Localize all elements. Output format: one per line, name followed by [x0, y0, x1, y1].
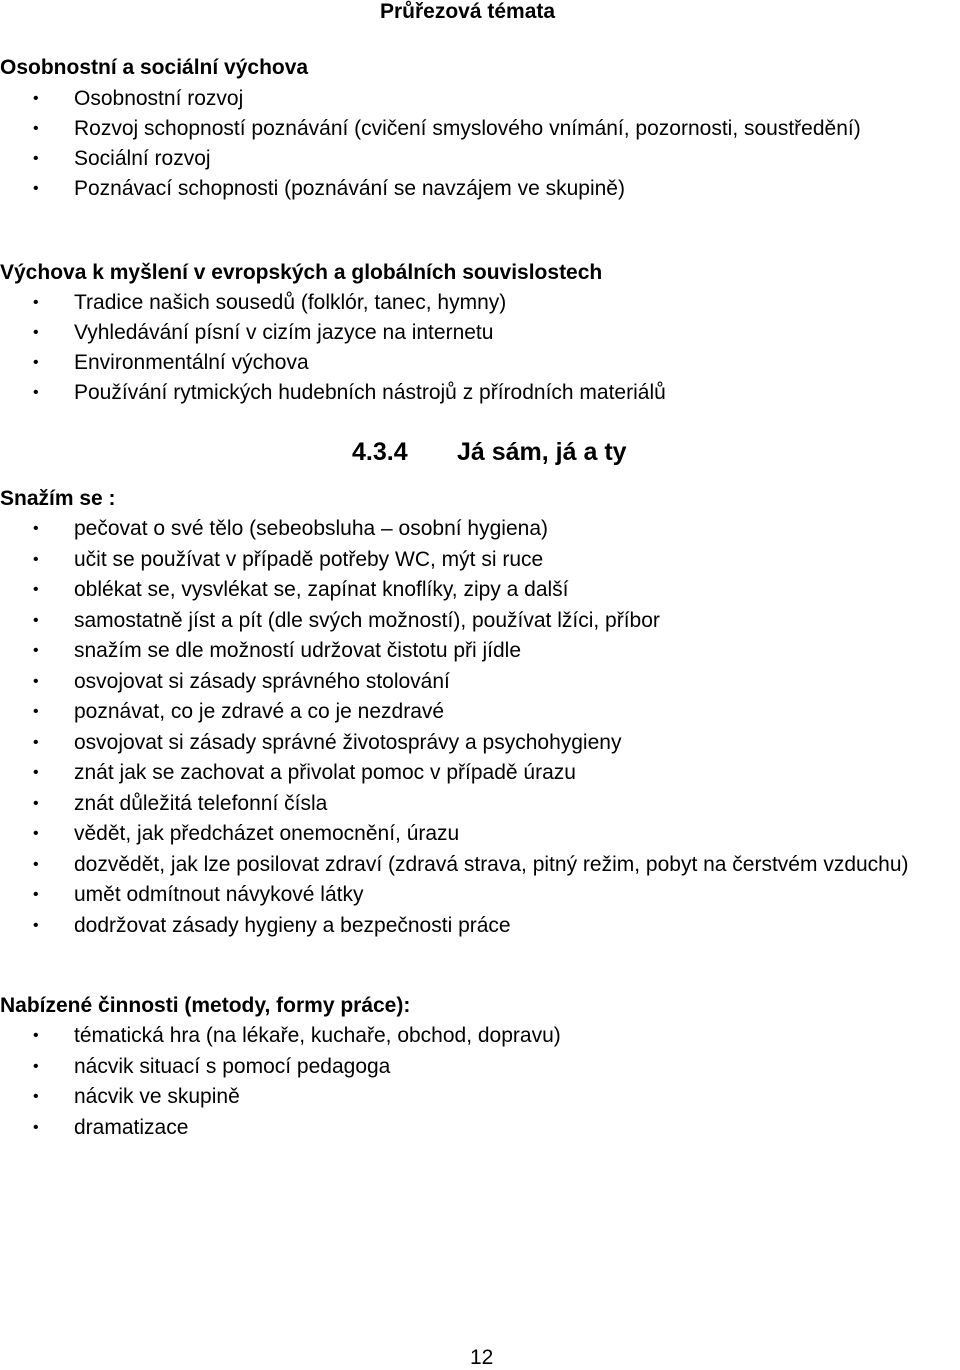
bullet-icon: • [33, 324, 39, 341]
bullet-icon: • [33, 384, 39, 401]
list-item-text: dodržovat zásady hygieny a bezpečnosti práce [74, 913, 511, 937]
bullet-icon: • [33, 120, 39, 137]
bullet-icon: • [33, 855, 39, 873]
bullet-icon: • [33, 764, 39, 781]
list-item [0, 1113, 960, 1144]
list-item [0, 697, 960, 728]
bullet-icon: • [33, 642, 39, 659]
list-item [0, 378, 960, 408]
list-item-text: nácvik situací s pomocí pedagoga [74, 1054, 391, 1078]
chapter-heading [352, 438, 627, 466]
list-item-text: vědět, jak předcházet onemocnění, úrazu [74, 822, 460, 845]
chapter-number: 4.3.4 [352, 438, 408, 466]
list-item-text: pečovat o své tělo (sebeobsluha – osobní hygiena) [74, 517, 548, 540]
list-item [0, 1052, 960, 1083]
list-item-text: dramatizace [74, 1115, 189, 1139]
bullet-icon: • [33, 825, 39, 842]
list-item [0, 575, 960, 606]
page-title: Průřezová témata [380, 0, 556, 23]
list-item [0, 1082, 960, 1113]
list-item [0, 728, 960, 759]
list-item-text: umět odmítnout návykové látky [74, 883, 364, 906]
bullet-icon: • [33, 550, 39, 568]
list-item [0, 114, 960, 144]
bullet-icon: • [33, 672, 39, 690]
bullet-icon: • [33, 294, 39, 311]
list-item-text: osvojovat si zásady správného stolování [74, 669, 450, 693]
list-item-text: snažím se dle možností udržovat čistotu při jídle [74, 639, 522, 662]
list-item [0, 636, 960, 667]
bullet-icon: • [33, 886, 39, 903]
list-item [0, 789, 960, 820]
list-item-text: Sociální rozvoj [74, 147, 211, 170]
list-item [0, 819, 960, 850]
list-item-text: Rozvoj schopností poznávání (cvičení smyslového vnímání, pozornosti, soustředění) [74, 117, 861, 140]
bullet-icon: • [33, 703, 39, 720]
bullet-icon: • [33, 150, 39, 167]
list-item-text: znát důležitá telefonní čísla [74, 791, 328, 815]
list-item [0, 911, 960, 942]
list-item-text: poznávat, co je zdravé a co je nezdravé [74, 700, 445, 723]
bullet-icon: • [33, 180, 39, 197]
list-item-text: tématická hra (na lékaře, kuchaře, obchod, dopravu) [74, 1024, 561, 1047]
list-item [0, 758, 960, 789]
list-item-text: osvojovat si zásady správné životosprávy a psychohygieny [74, 730, 622, 754]
list-item-text: nácvik ve skupině [74, 1085, 240, 1108]
list-item-text: Poznávací schopnosti (poznávání se navzájem ve skupině) [74, 177, 625, 200]
list-item-text: samostatně jíst a pít (dle svých možností), používat lžíci, příbor [74, 608, 660, 632]
list-item [0, 174, 960, 204]
bullet-icon: • [33, 611, 39, 629]
bullet-icon: • [33, 1088, 39, 1105]
list-item [0, 348, 960, 378]
list-item-text: Environmentální výchova [74, 351, 309, 374]
section-heading-european-global: Výchova k myšlení v evropských a globálních souvislostech [0, 261, 603, 284]
bullet-icon: • [33, 354, 39, 371]
list-item-text: Používání rytmických hudebních nástrojů z přírodních materiálů [74, 381, 666, 404]
list-item [0, 545, 960, 576]
bullet-icon: • [33, 916, 39, 934]
list-item-text: učit se používat v případě potřeby WC, mýt si ruce [74, 547, 544, 571]
list-item-text: dozvědět, jak lze posilovat zdraví (zdravá strava, pitný režim, pobyt na čerstvém vzduchu) [74, 852, 909, 876]
bullet-icon: • [33, 1057, 39, 1075]
activities-list [0, 1021, 960, 1143]
list-item [0, 850, 960, 881]
bullet-icon: • [33, 520, 39, 537]
list-item [0, 288, 960, 318]
section-heading-activities: Nabízené činnosti (metody, formy práce): [0, 994, 411, 1017]
list-item [0, 84, 960, 114]
list-item-text: Tradice našich sousedů (folklór, tanec, hymny) [74, 291, 507, 314]
european-global-list [0, 288, 960, 408]
bullet-icon: • [33, 733, 39, 751]
list-item-text: oblékat se, vysvlékat se, zapínat knoflíky, zipy a další [74, 578, 569, 601]
section-heading-goals: Snažím se : [0, 487, 116, 510]
bullet-icon: • [33, 1027, 39, 1044]
list-item-text: Osobnostní rozvoj [74, 87, 244, 110]
list-item-text: Vyhledávání písní v cizím jazyce na internetu [74, 321, 494, 344]
list-item [0, 667, 960, 698]
bullet-icon: • [33, 794, 39, 812]
bullet-icon: • [33, 1118, 39, 1136]
bullet-icon: • [33, 90, 39, 107]
section-heading-personal-social: Osobnostní a sociální výchova [0, 56, 309, 79]
page-number: 12 [470, 1346, 494, 1369]
personal-social-list [0, 84, 960, 204]
list-item [0, 606, 960, 637]
bullet-icon: • [33, 581, 39, 598]
list-item [0, 318, 960, 348]
chapter-title: Já sám, já a ty [457, 438, 627, 466]
list-item [0, 1021, 960, 1052]
list-item [0, 144, 960, 174]
list-item [0, 880, 960, 911]
goals-list [0, 514, 960, 941]
list-item [0, 514, 960, 545]
list-item-text: znát jak se zachovat a přivolat pomoc v případě úrazu [74, 761, 576, 784]
